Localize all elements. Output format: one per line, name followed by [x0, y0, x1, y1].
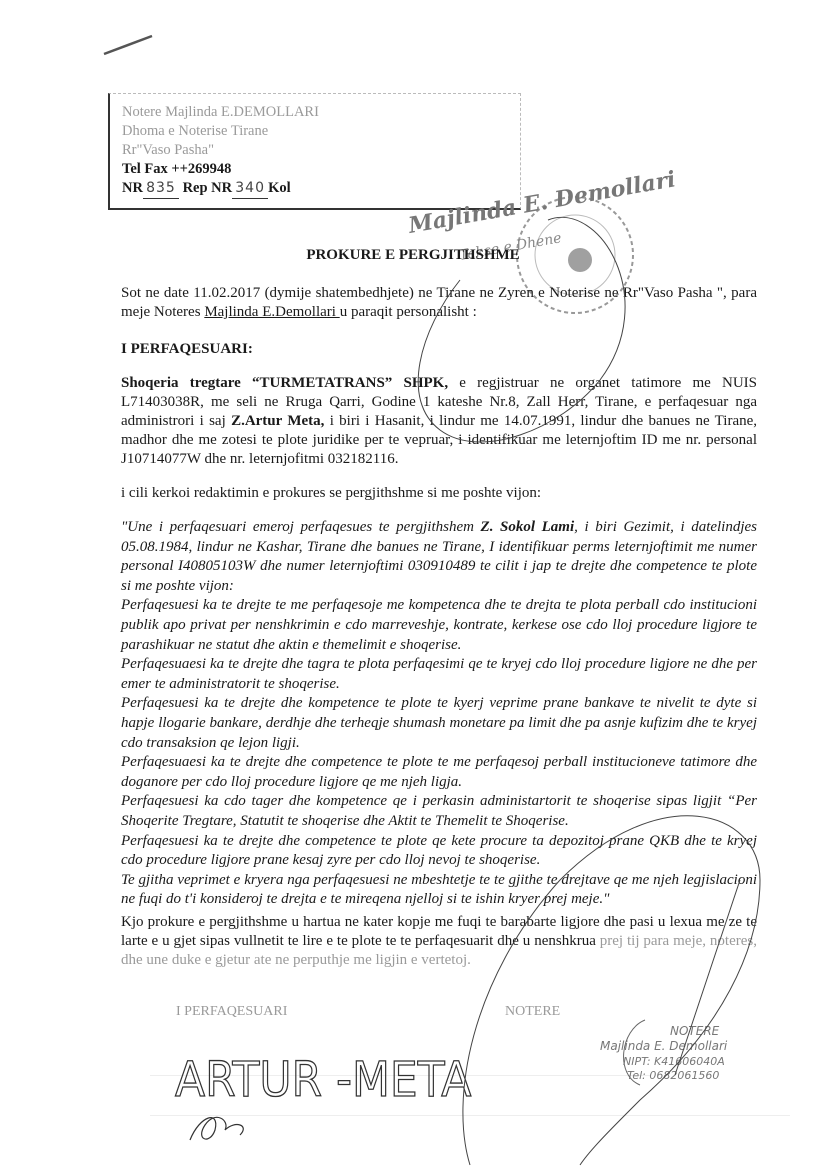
quote-item: Perfaqesuaesi ka te drejte dhe competence te plote te me perfaqesoj perball institucioneve tatimore dhe doganore per cdo lloj procedure ligjore qe me njeh ligja.	[121, 754, 757, 790]
section-heading: I PERFAQESUARI:	[121, 341, 253, 357]
notary-stamp	[595, 1015, 775, 1095]
quote-text-2: , i biri Gezimit, i datelindjes 05.08.1984, lindur ne Kashar, Tirane dhe banues ne Tirane, I identifikuar perms leternjoftimit me numer personal I40805103W dhe numer leternjoftimi 030910489 te cilit i jap te drejte dhe competence te plote si me poshte vijon:	[121, 519, 758, 594]
svg-text:ARTUR -META: ARTUR -META	[175, 1051, 472, 1108]
intro-notary-name: Majlinda E.Demollari	[204, 304, 340, 320]
notary-telfax: Tel Fax ++269948	[122, 161, 232, 177]
quote-item: Perfaqesuesi ka te drejte dhe competence te plote qe kete procure ta depozitoj prane QKB dhe te kryej cdo procedure ligjore prane kesaj zyre per cdo lloj nevoj te shoqerise.	[121, 832, 757, 869]
company-name: Shoqeria tregtare “TURMETATRANS” SHPK,	[121, 375, 449, 391]
company-paragraph	[121, 374, 757, 469]
closing-text-faded: prej tij para meje, noteres, dhe une duke e gjetur ate ne perputhje me ligjin e vertetoj.	[121, 933, 757, 968]
quote-item: Perfaqesuaesi ka te drejte dhe tagra te plota perfaqesimi qe te kryej cdo lloj procedure ligjore ne dhe per emer te administratorit te shoqerise.	[121, 656, 757, 692]
rep-label: Rep NR	[182, 180, 233, 196]
intro-paragraph	[121, 284, 757, 322]
nr-value: 835	[143, 179, 179, 199]
svg-text:Majlinda E. Demollari: Majlinda E. Demollari	[600, 1039, 728, 1053]
svg-text:Tel: 0682061560: Tel: 0682061560	[627, 1069, 720, 1082]
closing-paragraph	[121, 913, 757, 970]
quote-text: "Une i perfaqesuari emeroj perfaqesues te pergjithshem	[121, 519, 481, 535]
intro-text: Sot ne date 11.02.2017 (dymije shatembedhjete) ne Tirane ne Zyren e Noterise ne Rr"Vaso Pasha ", para meje Noteres	[121, 285, 757, 320]
notary-street: Rr"Vaso Pasha"	[122, 142, 214, 158]
closing-text: Kjo prokure e pergjithshme u hartua ne kater kopje me fuqi te barabarte ligjore dhe pasi u lexua me ze te larte e u gjet sipas vullnetit te lire e te plote te te perfaqesuarit dhe u nenshkrua	[121, 914, 757, 949]
notary-name: Notere Majlinda E.DEMOLLARI	[122, 104, 319, 120]
document-title: PROKURE E PERGJITHSHME	[306, 247, 520, 263]
kol-label: Kol	[268, 180, 291, 196]
pen-mark	[100, 30, 160, 60]
principal-signature	[170, 1030, 472, 1150]
svg-text:Takse e Dhene: Takse e Dhene	[457, 230, 563, 264]
svg-text:Majlinda E. Demollari: Majlinda E. Demollari	[406, 166, 678, 239]
quote-item: Perfaqesuesi ka te drejte dhe kompetence te plote te kyerj veprime prane bankave te nivelit te dyte si hapje llogarie bankare, derdhje dhe terheqje shumash monetare pa limit dhe pa asnje kufizim dhe te kryej cdo transaksion qe lejon ligji.	[121, 695, 757, 751]
request-paragraph: i cili kerkoi redaktimin e prokures se pergjithshme si me poshte vijon:	[121, 485, 542, 501]
quote-item: Perfaqesuesi ka te drejte te me perfaqesoje me kompetenca dhe te drejta te plota perball cdo institucioni publik apo privat per nenshkrimin e cdo marreveshje, kontrate, kerkese ose cdo lloj procedure ligjore te parashikuar ne statut dhe aktin e themelimit e shoqerise.	[121, 597, 757, 653]
company-admin: Z.Artur Meta,	[231, 413, 325, 429]
quote-item: Perfaqesuesi ka cdo tager dhe kompetence qe i perkasin administartorit te shoqerise sipas ligjit “Per Shoqerite Tregtare, Statutit te shoqerise dhe Aktit te Themelit te Shoqerise.	[121, 793, 757, 829]
quote-block	[121, 518, 757, 910]
quote-item: Te gjitha veprimet e kryera nga perfaqesuesi ne mbeshtetje te te gjithe te drejtave qe me njeh legjislacioni ne fuqi do t'i konsideroj te drejta e te mireqena njelloj si te ishin kryer prej meje."	[121, 871, 757, 908]
quote-intro	[121, 518, 757, 596]
nr-label: NR	[122, 180, 143, 196]
notary-signature-label: NOTERE	[505, 1004, 561, 1019]
registry-numbers	[122, 179, 319, 199]
agent-name: Z. Sokol Lami	[480, 519, 575, 535]
principal-signature-label: I PERFAQESUARI	[176, 1004, 288, 1019]
company-text: e regjistruar ne organet tatimore me NUIS L71403038R, me seli ne Rruga Qarri, Godine 1 kateshe Nr.8, Zall Herr, Tirane, e perfaqesuar nga administrori i saj	[121, 375, 757, 429]
svg-text:NIPT: K41606040A: NIPT: K41606040A	[623, 1055, 725, 1068]
notary-header	[122, 103, 319, 199]
company-text-2: i biri i Hasanit, i lindur me 14.07.1991, lindur dhe banues ne Tirane, madhor dhe me zotesi te plote juridike per te vepruar, i identifikuar me leternjoftim ID me nr. personal J10714077W dhe nr. leternjofitmi 032182116.	[121, 413, 758, 467]
rep-value: 340	[232, 179, 268, 199]
svg-text:NOTERE: NOTERE	[670, 1024, 720, 1038]
notary-chamber: Dhoma e Noterise Tirane	[122, 123, 269, 139]
intro-text-end: u paraqit personalisht :	[339, 304, 477, 320]
